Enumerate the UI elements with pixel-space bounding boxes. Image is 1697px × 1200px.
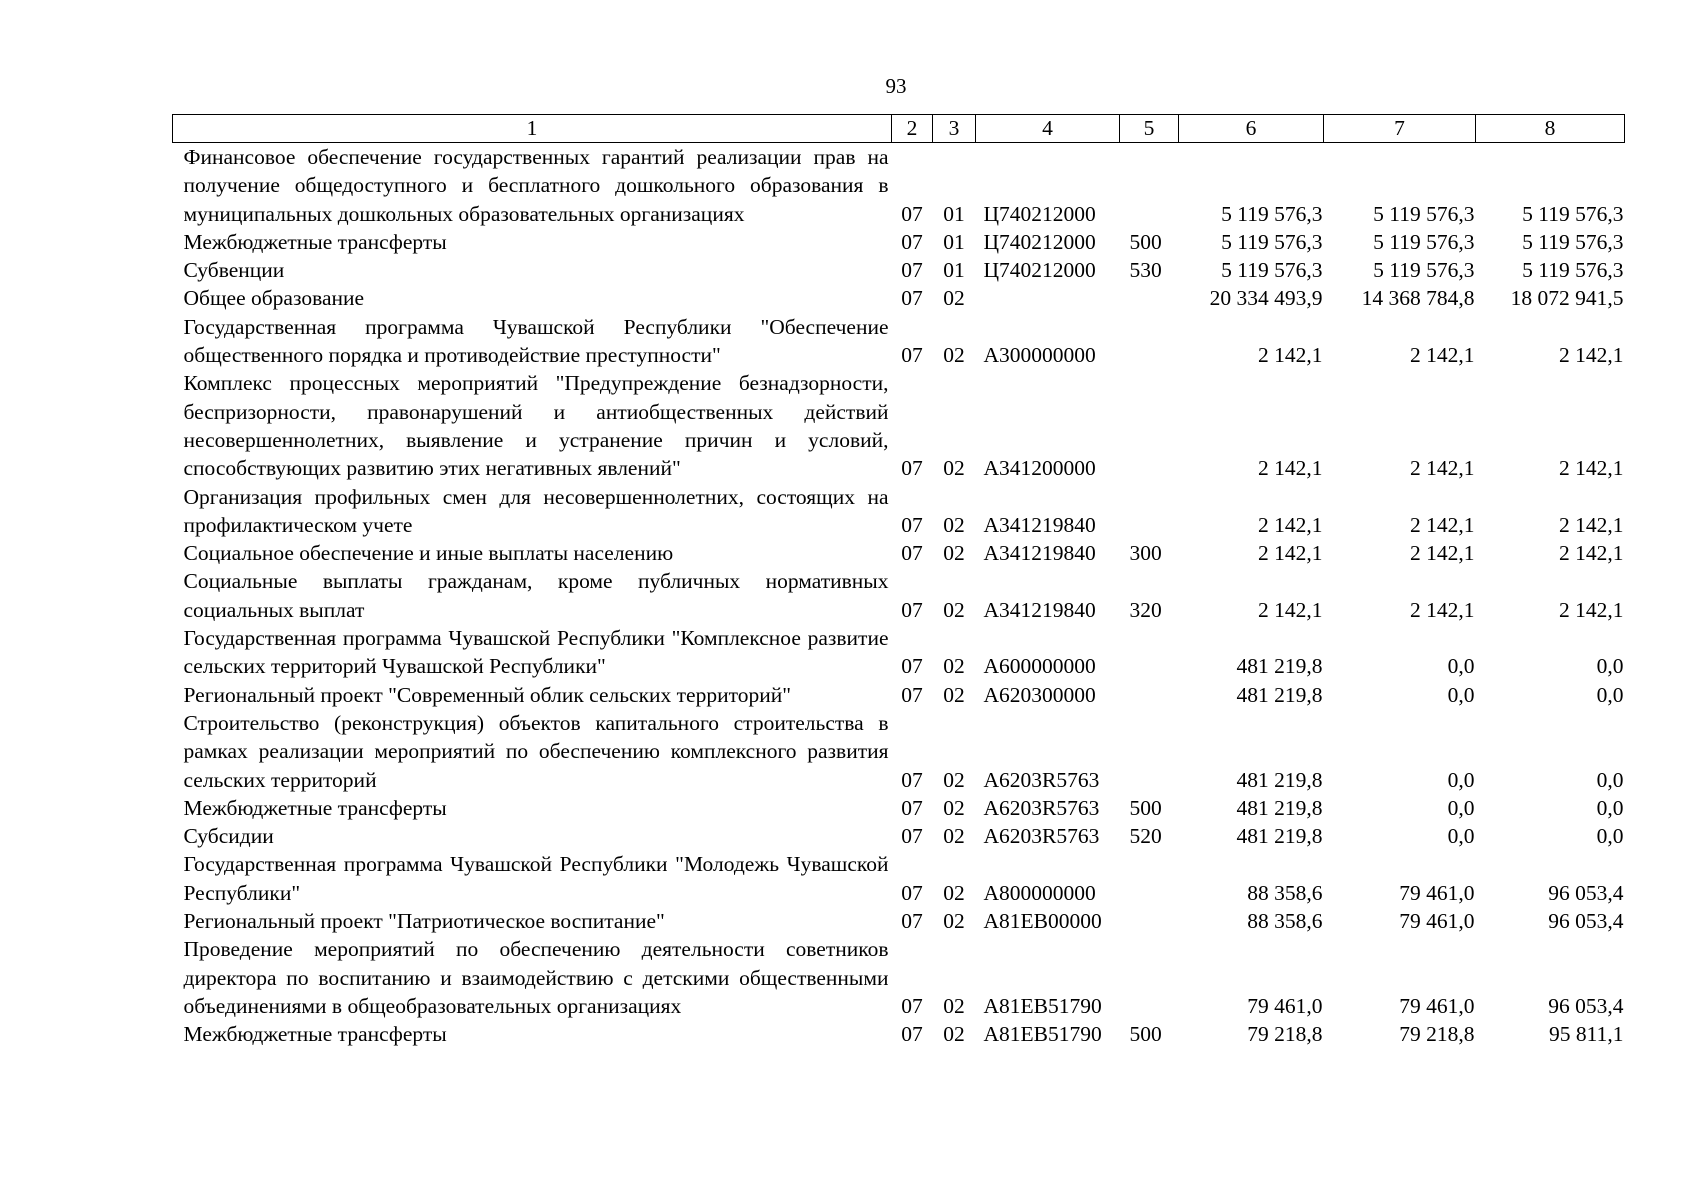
row-value-7: 2 142,1 bbox=[1410, 541, 1475, 566]
row-value-8: 2 142,1 bbox=[1559, 456, 1624, 481]
row-value-7: 0,0 bbox=[1447, 824, 1475, 849]
row-target-code: Ц740212000 bbox=[983, 258, 1096, 283]
row-section: 07 bbox=[901, 795, 923, 820]
row-section: 07 bbox=[901, 456, 923, 481]
row-value-6: 481 219,8 bbox=[1236, 824, 1323, 849]
row-expense-type bbox=[1120, 681, 1179, 709]
row-target-code: Ц740212000 bbox=[983, 201, 1096, 226]
row-target-code: А800000000 bbox=[983, 880, 1096, 905]
row-value-6: 2 142,1 bbox=[1258, 597, 1323, 622]
row-value-8: 2 142,1 bbox=[1559, 597, 1624, 622]
row-subsection: 02 bbox=[943, 654, 965, 679]
row-value-6: 79 461,0 bbox=[1247, 993, 1323, 1018]
row-expense-type bbox=[1120, 624, 1179, 681]
row-section: 07 bbox=[901, 880, 923, 905]
row-value-6: 481 219,8 bbox=[1236, 682, 1323, 707]
row-name: Межбюджетные трансферты bbox=[183, 1022, 447, 1047]
row-section: 07 bbox=[901, 824, 923, 849]
budget-table bbox=[172, 114, 1625, 1049]
row-value-6: 5 119 576,3 bbox=[1221, 201, 1323, 226]
row-target-code: А300000000 bbox=[983, 343, 1096, 368]
row-section: 07 bbox=[901, 512, 923, 537]
row-target-code: А81ЕВ00000 bbox=[983, 909, 1102, 934]
row-expense-type: 500 bbox=[1129, 1022, 1162, 1047]
row-subsection: 02 bbox=[943, 541, 965, 566]
row-expense-type bbox=[1120, 850, 1179, 907]
table-row bbox=[173, 624, 1625, 681]
table-row bbox=[173, 907, 1625, 935]
row-value-8: 5 119 576,3 bbox=[1522, 229, 1624, 254]
row-value-6: 2 142,1 bbox=[1258, 541, 1323, 566]
row-name: Комплекс процессных мероприятий "Предупреждение безнадзорности, беспризорности, правонарушений и антиобщественных действий несовершеннолетних, выявление и устранение причин и условий, способствующих развитию этих негативных явлений" bbox=[183, 371, 889, 481]
table-row bbox=[173, 539, 1625, 567]
row-section: 07 bbox=[901, 286, 923, 311]
table-row bbox=[173, 143, 1625, 228]
row-expense-type bbox=[1120, 143, 1179, 228]
row-section: 07 bbox=[901, 767, 923, 792]
row-value-6: 481 219,8 bbox=[1236, 654, 1323, 679]
row-value-6: 20 334 493,9 bbox=[1209, 286, 1323, 311]
row-subsection: 01 bbox=[943, 201, 965, 226]
row-expense-type bbox=[1120, 935, 1179, 1020]
row-target-code: А6203R5763 bbox=[983, 795, 1100, 820]
row-value-8: 0,0 bbox=[1596, 654, 1624, 679]
row-value-8: 5 119 576,3 bbox=[1522, 201, 1624, 226]
row-name: Межбюджетные трансферты bbox=[183, 795, 447, 820]
row-name: Региональный проект "Патриотическое воспитание" bbox=[183, 909, 665, 934]
row-name: Финансовое обеспечение государственных гарантий реализации прав на получение общедоступного и бесплатного дошкольного образования в муниципальных дошкольных образовательных организациях bbox=[183, 145, 889, 226]
row-expense-type: 320 bbox=[1129, 597, 1162, 622]
row-value-8: 0,0 bbox=[1596, 795, 1624, 820]
row-section: 07 bbox=[901, 343, 923, 368]
row-expense-type: 300 bbox=[1129, 541, 1162, 566]
row-target-code: А341219840 bbox=[983, 541, 1096, 566]
row-expense-type bbox=[1120, 313, 1179, 370]
row-expense-type bbox=[1120, 483, 1179, 540]
row-name: Региональный проект "Современный облик сельских территорий" bbox=[183, 682, 791, 707]
header-col-4: 4 bbox=[976, 115, 1120, 143]
row-section: 07 bbox=[901, 909, 923, 934]
row-expense-type bbox=[1120, 907, 1179, 935]
row-value-7: 2 142,1 bbox=[1410, 456, 1475, 481]
header-col-1: 1 bbox=[173, 115, 892, 143]
row-value-8: 0,0 bbox=[1596, 767, 1624, 792]
table-row bbox=[173, 850, 1625, 907]
row-section: 07 bbox=[901, 654, 923, 679]
row-value-7: 2 142,1 bbox=[1410, 343, 1475, 368]
row-name: Субсидии bbox=[183, 824, 274, 849]
table-row bbox=[173, 228, 1625, 256]
row-expense-type bbox=[1120, 284, 1179, 312]
row-value-7: 14 368 784,8 bbox=[1361, 286, 1475, 311]
table-row bbox=[173, 256, 1625, 284]
row-value-8: 96 053,4 bbox=[1548, 909, 1624, 934]
row-section: 07 bbox=[901, 201, 923, 226]
row-value-7: 79 461,0 bbox=[1399, 909, 1475, 934]
row-target-code: А81ЕВ51790 bbox=[983, 1022, 1102, 1047]
table-row bbox=[173, 794, 1625, 822]
row-name: Строительство (реконструкция) объектов капитального строительства в рамках реализации мероприятий по обеспечению комплексного развития сельских территорий bbox=[183, 710, 889, 792]
row-subsection: 01 bbox=[943, 229, 965, 254]
row-subsection: 02 bbox=[943, 682, 965, 707]
row-section: 07 bbox=[901, 597, 923, 622]
row-subsection: 02 bbox=[943, 1022, 965, 1047]
row-value-6: 88 358,6 bbox=[1247, 880, 1323, 905]
row-value-6: 2 142,1 bbox=[1258, 343, 1323, 368]
table-row bbox=[173, 681, 1625, 709]
header-col-6: 6 bbox=[1179, 115, 1324, 143]
row-subsection: 02 bbox=[943, 343, 965, 368]
row-expense-type: 530 bbox=[1129, 258, 1162, 283]
row-value-7: 0,0 bbox=[1447, 767, 1475, 792]
row-section: 07 bbox=[901, 541, 923, 566]
row-value-6: 2 142,1 bbox=[1258, 456, 1323, 481]
header-col-7: 7 bbox=[1324, 115, 1476, 143]
row-name: Государственная программа Чувашской Республики "Молодежь Чувашской Республики" bbox=[183, 852, 889, 905]
header-col-8: 8 bbox=[1476, 115, 1625, 143]
row-subsection: 02 bbox=[943, 512, 965, 537]
row-value-8: 2 142,1 bbox=[1559, 343, 1624, 368]
row-target-code: А341219840 bbox=[983, 512, 1096, 537]
row-section: 07 bbox=[901, 229, 923, 254]
row-value-8: 2 142,1 bbox=[1559, 541, 1624, 566]
row-section: 07 bbox=[901, 258, 923, 283]
row-target-code bbox=[976, 284, 1120, 312]
row-value-6: 481 219,8 bbox=[1236, 767, 1323, 792]
row-expense-type: 500 bbox=[1129, 795, 1162, 820]
row-target-code: А620300000 bbox=[983, 682, 1096, 707]
row-subsection: 02 bbox=[943, 993, 965, 1018]
table-row bbox=[173, 935, 1625, 1020]
row-name: Социальные выплаты гражданам, кроме публичных нормативных социальных выплат bbox=[183, 569, 889, 622]
row-subsection: 02 bbox=[943, 909, 965, 934]
row-target-code: Ц740212000 bbox=[983, 229, 1096, 254]
row-name: Государственная программа Чувашской Республики "Комплексное развитие сельских территорий Чувашской Республики" bbox=[183, 626, 889, 679]
row-value-6: 2 142,1 bbox=[1258, 512, 1323, 537]
row-value-7: 79 461,0 bbox=[1399, 880, 1475, 905]
row-value-7: 79 461,0 bbox=[1399, 993, 1475, 1018]
row-expense-type bbox=[1120, 369, 1179, 482]
row-value-8: 95 811,1 bbox=[1549, 1022, 1624, 1047]
page-number: 93 bbox=[885, 74, 907, 98]
row-value-7: 5 119 576,3 bbox=[1373, 258, 1475, 283]
table-row bbox=[173, 313, 1625, 370]
row-subsection: 02 bbox=[943, 767, 965, 792]
row-subsection: 02 bbox=[943, 597, 965, 622]
table-row bbox=[173, 567, 1625, 624]
row-value-7: 0,0 bbox=[1447, 795, 1475, 820]
row-value-6: 481 219,8 bbox=[1236, 795, 1323, 820]
row-target-code: А341200000 bbox=[983, 456, 1096, 481]
row-name: Социальное обеспечение и иные выплаты населению bbox=[183, 541, 674, 566]
row-target-code: А600000000 bbox=[983, 654, 1096, 679]
row-value-7: 0,0 bbox=[1447, 682, 1475, 707]
row-value-7: 2 142,1 bbox=[1410, 512, 1475, 537]
table-row bbox=[173, 369, 1625, 482]
row-expense-type bbox=[1120, 709, 1179, 794]
table-row bbox=[173, 709, 1625, 794]
row-name: Общее образование bbox=[183, 286, 365, 311]
row-name: Проведение мероприятий по обеспечению деятельности советников директора по воспитанию и взаимодействию с детскими общественными объединениями в общеобразовательных организациях bbox=[183, 937, 889, 1018]
row-target-code: А6203R5763 bbox=[983, 767, 1100, 792]
row-subsection: 02 bbox=[943, 795, 965, 820]
row-value-6: 5 119 576,3 bbox=[1221, 229, 1323, 254]
row-section: 07 bbox=[901, 682, 923, 707]
row-value-8: 0,0 bbox=[1596, 682, 1624, 707]
header-col-2: 2 bbox=[892, 115, 933, 143]
row-expense-type: 500 bbox=[1129, 229, 1162, 254]
row-name: Государственная программа Чувашской Республики "Обеспечение общественного порядка и противодействие преступности" bbox=[183, 314, 889, 368]
row-expense-type: 520 bbox=[1129, 824, 1162, 849]
header-col-5: 5 bbox=[1120, 115, 1179, 143]
row-target-code: А6203R5763 bbox=[983, 824, 1100, 849]
table-row bbox=[173, 284, 1625, 312]
table-row bbox=[173, 822, 1625, 850]
row-subsection: 02 bbox=[943, 824, 965, 849]
row-value-7: 2 142,1 bbox=[1410, 597, 1475, 622]
header-col-3: 3 bbox=[933, 115, 976, 143]
row-name: Организация профильных смен для несовершеннолетних, состоящих на профилактическом учете bbox=[183, 484, 889, 537]
row-value-8: 0,0 bbox=[1596, 824, 1624, 849]
row-value-8: 96 053,4 bbox=[1548, 993, 1624, 1018]
row-value-6: 88 358,6 bbox=[1247, 909, 1323, 934]
row-value-7: 0,0 bbox=[1447, 654, 1475, 679]
row-value-7: 5 119 576,3 bbox=[1373, 229, 1475, 254]
header-row bbox=[173, 115, 1625, 143]
row-name: Межбюджетные трансферты bbox=[183, 229, 447, 254]
row-value-8: 18 072 941,5 bbox=[1510, 286, 1624, 311]
row-value-6: 79 218,8 bbox=[1247, 1022, 1323, 1047]
table-row bbox=[173, 483, 1625, 540]
row-value-8: 96 053,4 bbox=[1548, 880, 1624, 905]
row-section: 07 bbox=[901, 1022, 923, 1047]
row-target-code: А341219840 bbox=[983, 597, 1096, 622]
row-value-7: 79 218,8 bbox=[1399, 1022, 1475, 1047]
row-subsection: 02 bbox=[943, 286, 965, 311]
row-value-8: 2 142,1 bbox=[1559, 512, 1624, 537]
row-value-6: 5 119 576,3 bbox=[1221, 258, 1323, 283]
row-value-8: 5 119 576,3 bbox=[1522, 258, 1624, 283]
row-subsection: 02 bbox=[943, 456, 965, 481]
row-section: 07 bbox=[901, 993, 923, 1018]
table-row bbox=[173, 1020, 1625, 1048]
row-name: Субвенции bbox=[183, 258, 285, 283]
row-value-7: 5 119 576,3 bbox=[1373, 201, 1475, 226]
row-target-code: А81ЕВ51790 bbox=[983, 993, 1102, 1018]
row-subsection: 02 bbox=[943, 880, 965, 905]
row-subsection: 01 bbox=[943, 258, 965, 283]
